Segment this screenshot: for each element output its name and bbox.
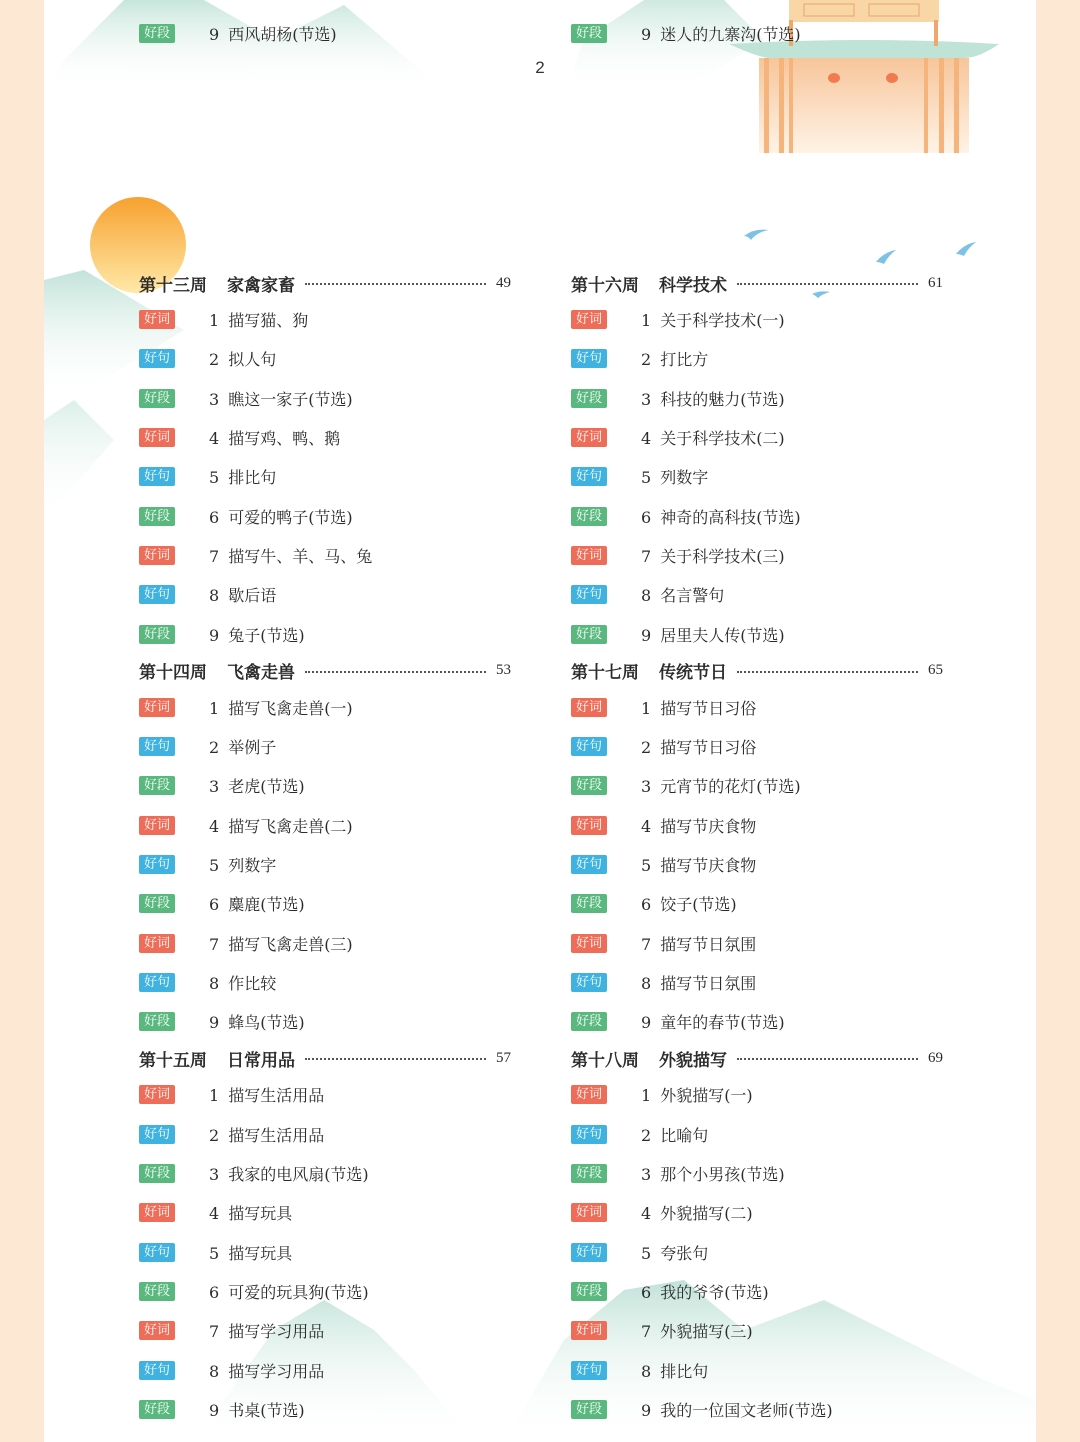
item-title: 2 描写生活用品	[209, 1125, 325, 1145]
week-name: 第十八周	[571, 1050, 639, 1071]
badge-ju: 好句	[139, 855, 175, 874]
badge-ju: 好句	[571, 737, 607, 756]
item-title: 2 打比方	[641, 350, 709, 370]
list-item[interactable]	[571, 1233, 943, 1272]
dot-leader	[305, 283, 486, 285]
list-item[interactable]	[571, 379, 943, 418]
week-name: 第十七周	[571, 663, 639, 684]
list-item[interactable]	[139, 457, 511, 496]
badge-ci: 好词	[139, 816, 175, 835]
item-title: 7 描写牛、羊、马、兔	[209, 546, 373, 566]
item-title: 3 我家的电风扇(节选)	[209, 1165, 369, 1185]
badge-duan: 好段	[571, 625, 607, 644]
badge-ci: 好词	[139, 934, 175, 953]
badge-ju: 好句	[139, 737, 175, 756]
badge-duan: 好段	[139, 389, 175, 408]
list-item[interactable]	[571, 575, 943, 614]
list-item[interactable]	[571, 884, 943, 923]
item-title: 9 西风胡杨(节选)	[209, 24, 337, 44]
item-title: 9 居里夫人传(节选)	[641, 625, 785, 645]
badge-ju: 好句	[571, 349, 607, 368]
badge-ci: 好词	[571, 1321, 607, 1340]
item-title: 8 作比较	[209, 973, 277, 993]
week-section	[571, 654, 943, 1042]
list-item[interactable]	[139, 923, 511, 962]
list-item[interactable]	[571, 1075, 943, 1114]
item-title: 8 描写节日氛围	[641, 973, 757, 993]
item-title: 2 拟人句	[209, 350, 277, 370]
list-item[interactable]	[571, 457, 943, 496]
list-item[interactable]	[571, 339, 943, 378]
item-title: 9 迷人的九寨沟(节选)	[641, 24, 801, 44]
week-heading[interactable]	[571, 266, 943, 300]
badge-duan: 好段	[571, 1400, 607, 1419]
item-title: 4 描写节庆食物	[641, 816, 757, 836]
item-title: 1 描写节日习俗	[641, 698, 757, 718]
badge-ju: 好句	[139, 585, 175, 604]
badge-ci: 好词	[571, 698, 607, 717]
week-page-number: 57	[496, 1049, 511, 1066]
list-item[interactable]	[571, 1272, 943, 1311]
item-title: 6 饺子(节选)	[641, 895, 737, 915]
badge-hao-duan: 好段	[571, 24, 607, 43]
week-section	[139, 266, 511, 654]
item-title: 9 书桌(节选)	[209, 1400, 305, 1420]
item-title: 8 名言警句	[641, 586, 725, 606]
week-topic: 外貌描写	[659, 1050, 727, 1071]
item-title: 5 夸张句	[641, 1243, 709, 1263]
list-item[interactable]	[571, 1311, 943, 1350]
item-title: 5 排比句	[209, 468, 277, 488]
list-item[interactable]	[139, 1193, 511, 1232]
item-title: 9 童年的春节(节选)	[641, 1013, 785, 1033]
item-title: 4 外貌描写(二)	[641, 1204, 753, 1224]
item-title: 3 那个小男孩(节选)	[641, 1165, 785, 1185]
list-item[interactable]	[139, 727, 511, 766]
badge-ci: 好词	[571, 428, 607, 447]
item-title: 9 兔子(节选)	[209, 625, 305, 645]
list-item[interactable]	[139, 300, 511, 339]
item-title: 4 关于科学技术(二)	[641, 429, 785, 449]
week-topic: 传统节日	[659, 663, 727, 684]
list-item[interactable]	[139, 963, 511, 1002]
badge-ci: 好词	[139, 1321, 175, 1340]
week-topic: 飞禽走兽	[227, 663, 295, 684]
toc-column-right	[571, 266, 943, 1429]
badge-ci: 好词	[571, 1085, 607, 1104]
badge-ju: 好句	[139, 973, 175, 992]
badge-duan: 好段	[571, 389, 607, 408]
badge-duan: 好段	[139, 1400, 175, 1419]
badge-duan: 好段	[571, 507, 607, 526]
item-title: 1 关于科学技术(一)	[641, 311, 785, 331]
list-item[interactable]	[139, 496, 511, 535]
badge-ci: 好词	[571, 546, 607, 565]
week-page-number: 53	[496, 662, 511, 679]
badge-ci: 好词	[571, 1203, 607, 1222]
list-item[interactable]	[139, 1075, 511, 1114]
item-title: 4 描写玩具	[209, 1204, 293, 1224]
list-item[interactable]	[139, 806, 511, 845]
badge-duan: 好段	[139, 1282, 175, 1301]
item-title: 7 描写飞禽走兽(三)	[209, 934, 353, 954]
badge-ju: 好句	[571, 585, 607, 604]
list-item[interactable]	[139, 1311, 511, 1350]
list-item[interactable]	[571, 536, 943, 575]
list-item[interactable]	[139, 766, 511, 805]
item-title: 5 描写节庆食物	[641, 856, 757, 875]
list-item[interactable]	[139, 21, 337, 45]
badge-duan: 好段	[139, 507, 175, 526]
toc-page	[44, 0, 1036, 1442]
list-item[interactable]	[571, 496, 943, 535]
item-title: 3 瞧这一家子(节选)	[209, 389, 353, 409]
list-item[interactable]	[571, 845, 943, 884]
item-title: 5 描写玩具	[209, 1243, 293, 1263]
list-item[interactable]	[571, 21, 801, 45]
badge-ju: 好句	[571, 855, 607, 874]
dot-leader	[305, 671, 486, 673]
dot-leader	[737, 1058, 918, 1060]
badge-ci: 好词	[139, 546, 175, 565]
badge-ju: 好句	[571, 1125, 607, 1144]
week-name: 第十五周	[139, 1050, 207, 1071]
list-item[interactable]	[571, 300, 943, 339]
list-item[interactable]	[571, 688, 943, 727]
list-item[interactable]	[139, 1115, 511, 1154]
badge-duan: 好段	[139, 625, 175, 644]
badge-ju: 好句	[139, 1125, 175, 1144]
badge-duan: 好段	[139, 776, 175, 795]
badge-ju: 好句	[139, 1361, 175, 1380]
list-item[interactable]	[571, 1390, 943, 1429]
list-item[interactable]	[139, 536, 511, 575]
badge-ju: 好句	[571, 1243, 607, 1262]
item-title: 8 描写学习用品	[209, 1361, 325, 1381]
list-item[interactable]	[571, 727, 943, 766]
week-heading[interactable]	[139, 266, 511, 300]
week-page-number: 69	[928, 1049, 943, 1066]
badge-ju: 好句	[571, 1361, 607, 1380]
item-title: 1 描写生活用品	[209, 1086, 325, 1106]
week-topic: 科学技术	[659, 275, 727, 296]
item-title: 2 比喻句	[641, 1125, 709, 1145]
item-title: 3 元宵节的花灯(节选)	[641, 777, 801, 797]
dot-leader	[737, 671, 918, 673]
list-item[interactable]	[139, 1390, 511, 1429]
list-item[interactable]	[139, 575, 511, 614]
list-item[interactable]	[139, 1002, 511, 1041]
item-title: 6 可爱的玩具狗(节选)	[209, 1282, 369, 1302]
list-item[interactable]	[571, 418, 943, 457]
item-title: 5 列数字	[209, 856, 277, 875]
item-title: 7 描写学习用品	[209, 1322, 325, 1342]
badge-ci: 好词	[571, 310, 607, 329]
badge-duan: 好段	[571, 1164, 607, 1183]
item-title: 6 神奇的高科技(节选)	[641, 507, 801, 527]
item-title: 1 外貌描写(一)	[641, 1086, 753, 1106]
list-item[interactable]	[139, 614, 511, 653]
list-item[interactable]	[139, 418, 511, 457]
badge-duan: 好段	[571, 1012, 607, 1031]
list-item[interactable]	[139, 845, 511, 884]
item-title: 9 蜂鸟(节选)	[209, 1013, 305, 1033]
week-section	[139, 654, 511, 1042]
list-item[interactable]	[571, 614, 943, 653]
badge-duan: 好段	[139, 894, 175, 913]
list-item[interactable]	[571, 1002, 943, 1041]
item-title: 2 举例子	[209, 738, 277, 758]
badge-ju: 好句	[139, 349, 175, 368]
list-item[interactable]	[571, 963, 943, 1002]
item-title: 8 歇后语	[209, 586, 277, 606]
week-heading[interactable]	[139, 654, 511, 688]
badge-duan: 好段	[571, 1282, 607, 1301]
badge-hao-duan: 好段	[139, 24, 175, 43]
item-title: 9 我的一位国文老师(节选)	[641, 1400, 833, 1420]
week-page-number: 49	[496, 274, 511, 291]
badge-ci: 好词	[139, 698, 175, 717]
item-title: 4 描写飞禽走兽(二)	[209, 816, 353, 836]
list-item[interactable]	[139, 1154, 511, 1193]
badge-ci: 好词	[571, 816, 607, 835]
badge-ju: 好句	[571, 973, 607, 992]
week-heading[interactable]	[571, 1041, 943, 1075]
item-title: 7 外貌描写(三)	[641, 1322, 753, 1342]
list-item[interactable]	[139, 1350, 511, 1389]
week-heading[interactable]	[571, 654, 943, 688]
item-title: 6 我的爷爷(节选)	[641, 1282, 769, 1302]
week-name: 第十四周	[139, 663, 207, 684]
badge-duan: 好段	[139, 1164, 175, 1183]
list-item[interactable]	[139, 1272, 511, 1311]
item-title: 8 排比句	[641, 1361, 709, 1381]
item-title: 1 描写猫、狗	[209, 311, 309, 331]
week-page-number: 61	[928, 274, 943, 291]
list-item[interactable]	[571, 1350, 943, 1389]
badge-ci: 好词	[139, 1203, 175, 1222]
list-item[interactable]	[571, 766, 943, 805]
week-name: 第十六周	[571, 275, 639, 296]
list-item[interactable]	[139, 339, 511, 378]
list-item[interactable]	[571, 923, 943, 962]
item-title: 5 列数字	[641, 468, 709, 488]
week-topic: 日常用品	[227, 1050, 295, 1071]
item-title: 4 描写鸡、鸭、鹅	[209, 429, 341, 449]
page-number: 2	[535, 58, 545, 77]
week-section	[571, 1041, 943, 1429]
badge-ju: 好句	[139, 1243, 175, 1262]
list-item[interactable]	[139, 1233, 511, 1272]
item-title: 7 描写节日氛围	[641, 934, 757, 954]
item-title: 6 麋鹿(节选)	[209, 895, 305, 915]
week-topic: 家禽家畜	[227, 275, 295, 296]
list-item[interactable]	[139, 884, 511, 923]
badge-ju: 好句	[139, 467, 175, 486]
toc-column-left	[139, 266, 511, 1429]
badge-ci: 好词	[571, 934, 607, 953]
badge-ju: 好句	[571, 467, 607, 486]
badge-duan: 好段	[571, 776, 607, 795]
item-title: 3 科技的魅力(节选)	[641, 389, 785, 409]
item-title: 2 描写节日习俗	[641, 738, 757, 758]
badge-duan: 好段	[571, 894, 607, 913]
week-page-number: 65	[928, 662, 943, 679]
item-title: 7 关于科学技术(三)	[641, 546, 785, 566]
list-item[interactable]	[139, 379, 511, 418]
item-title: 1 描写飞禽走兽(一)	[209, 698, 353, 718]
badge-ci: 好词	[139, 310, 175, 329]
week-section	[571, 266, 943, 654]
list-item[interactable]	[571, 1154, 943, 1193]
week-name: 第十三周	[139, 275, 207, 296]
item-title: 3 老虎(节选)	[209, 777, 305, 797]
dot-leader	[737, 283, 918, 285]
badge-ci: 好词	[139, 1085, 175, 1104]
badge-ci: 好词	[139, 428, 175, 447]
item-title: 6 可爱的鸭子(节选)	[209, 507, 353, 527]
list-item[interactable]	[571, 1193, 943, 1232]
week-heading[interactable]	[139, 1041, 511, 1075]
badge-duan: 好段	[139, 1012, 175, 1031]
list-item[interactable]	[139, 688, 511, 727]
week-section	[139, 1041, 511, 1429]
dot-leader	[305, 1058, 486, 1060]
list-item[interactable]	[571, 1115, 943, 1154]
list-item[interactable]	[571, 806, 943, 845]
